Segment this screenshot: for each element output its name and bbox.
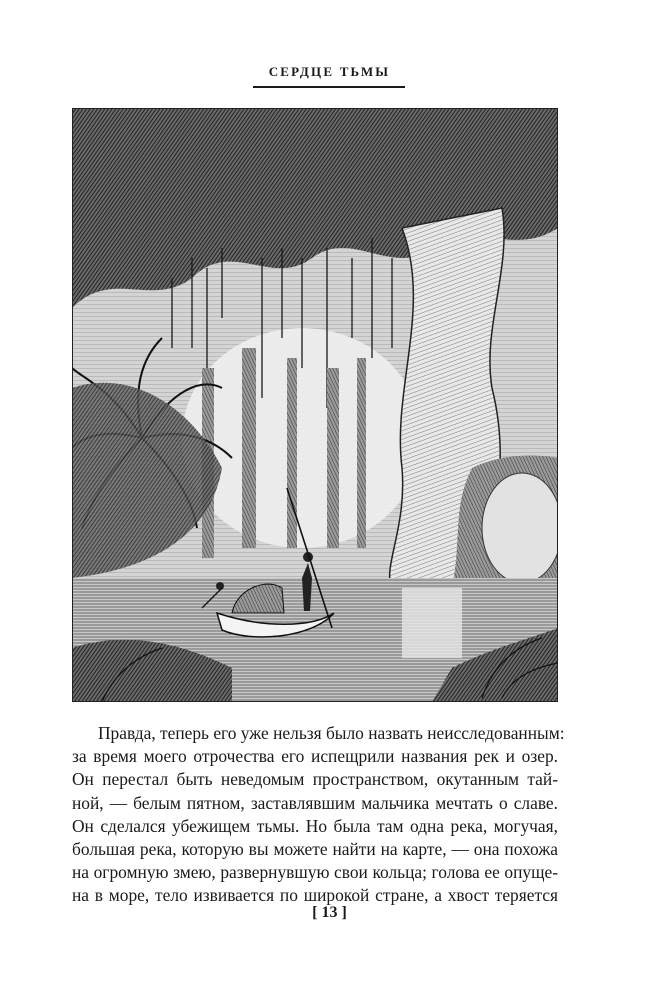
engraving-illustration <box>72 108 558 702</box>
engraving-image <box>72 108 558 702</box>
text-line: Он сделался убежищем тьмы. Но была там одна река, могучая, <box>72 815 558 836</box>
page-number: [ 13 ] <box>312 904 347 921</box>
text-line: Правда, теперь его уже нельзя было назвать неисследованным: <box>98 723 565 743</box>
running-head-rule <box>253 86 405 88</box>
text-line: ной, — белым пятном, заставлявшим мальчика мечтать о славе. <box>72 792 558 813</box>
running-head: СЕРДЦЕ ТЬМЫ <box>268 64 391 79</box>
text-line: Он перестал быть неведомым пространством, окутанным тай- <box>72 769 558 790</box>
text-line: на в море, тело извивается по широкой стране, а хвост теряется <box>72 885 558 906</box>
body-text <box>72 722 565 908</box>
text-line: большая река, которую вы можете найти на карте, — она похожа <box>72 839 558 860</box>
text-line: на огромную змею, развернувшую свои кольца; голова ее опуще- <box>72 862 558 883</box>
text-line: за время моего отрочества его испещрили названия рек и озер. <box>72 746 558 767</box>
